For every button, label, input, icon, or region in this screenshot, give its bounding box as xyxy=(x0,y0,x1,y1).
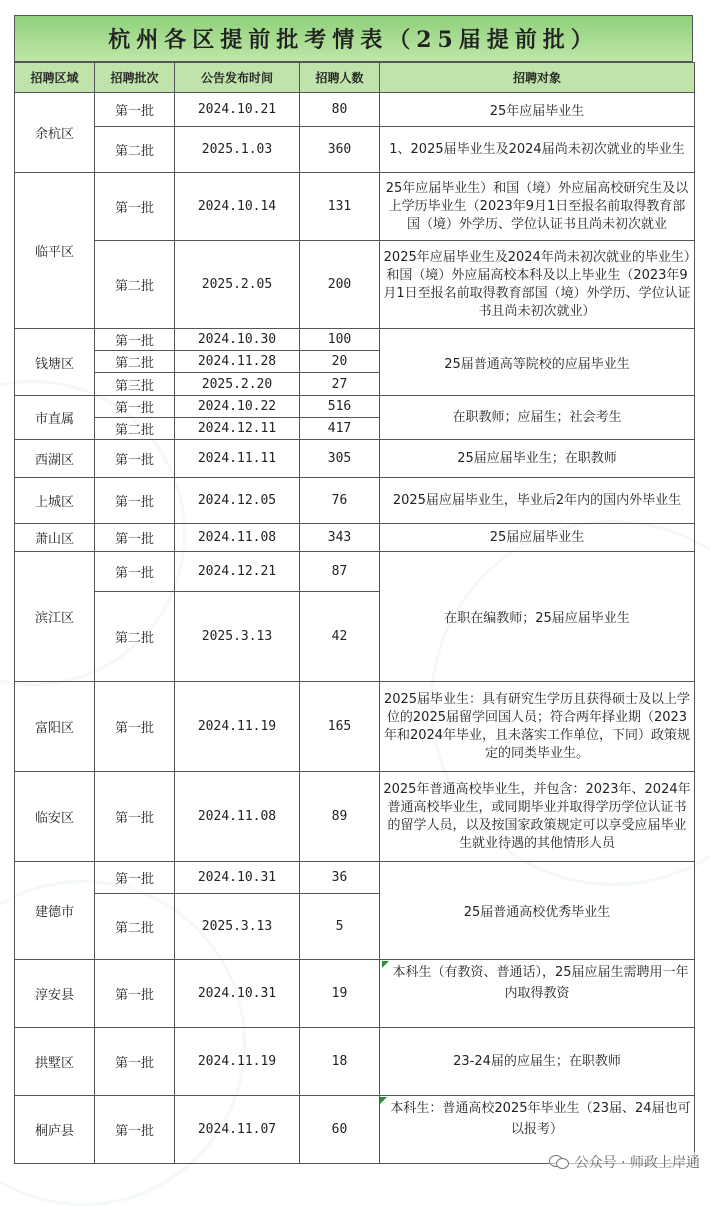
table-header-row xyxy=(15,63,695,93)
target-cell: 25届普通高等院校的应届毕业生 xyxy=(380,329,695,396)
date-cell: 2024.11.07 xyxy=(175,1096,300,1164)
count-cell: 165 xyxy=(300,682,380,772)
date-cell: 2025.3.13 xyxy=(175,894,300,960)
count-cell: 200 xyxy=(300,241,380,329)
batch-cell: 第一批 xyxy=(95,1096,175,1164)
count-cell: 89 xyxy=(300,772,380,862)
target-cell: 25届普通高校优秀毕业生 xyxy=(380,862,695,960)
region-cell: 上城区 xyxy=(15,478,95,524)
batch-cell: 第三批 xyxy=(95,373,175,396)
date-cell: 2025.2.20 xyxy=(175,373,300,396)
count-cell: 100 xyxy=(300,329,380,351)
target-cell: 2025年应届毕业生及2024年尚未初次就业的毕业生）和国（境）外应届高校本科及以上毕业生（2023年9月1日至报名前取得教育部国（境）外学历、学位认证书且尚未初次就业） xyxy=(380,241,695,329)
region-cell: 拱墅区 xyxy=(15,1028,95,1096)
date-cell: 2024.11.19 xyxy=(175,1028,300,1096)
table-row xyxy=(15,772,695,862)
batch-cell: 第一批 xyxy=(95,862,175,894)
batch-cell: 第二批 xyxy=(95,418,175,440)
count-cell: 305 xyxy=(300,440,380,478)
date-cell: 2025.3.13 xyxy=(175,592,300,682)
count-cell: 417 xyxy=(300,418,380,440)
table-row xyxy=(15,682,695,772)
region-cell: 萧山区 xyxy=(15,524,95,552)
target-text: 本科生：普通高校2025年毕业生（23届、24届也可以报考） xyxy=(390,1101,691,1137)
region-cell: 建德市 xyxy=(15,862,95,960)
table-row xyxy=(15,329,695,351)
comment-marker-icon xyxy=(382,961,389,968)
table-row xyxy=(15,862,695,894)
date-cell: 2024.12.05 xyxy=(175,478,300,524)
table-row xyxy=(15,173,695,241)
date-cell: 2024.12.21 xyxy=(175,552,300,592)
date-cell: 2025.2.05 xyxy=(175,241,300,329)
count-cell: 60 xyxy=(300,1096,380,1164)
batch-cell: 第二批 xyxy=(95,894,175,960)
table-row xyxy=(15,396,695,418)
target-text: 本科生（有教资、普通话），25届应届生需聘用一年内取得教资 xyxy=(392,965,689,1001)
region-cell: 余杭区 xyxy=(15,93,95,173)
table-row xyxy=(15,960,695,1028)
target-cell: 1、2025届毕业生及2024届尚未初次就业的毕业生 xyxy=(380,127,695,173)
target-cell: 25届应届毕业生 xyxy=(380,524,695,552)
batch-cell: 第一批 xyxy=(95,552,175,592)
date-cell: 2024.11.08 xyxy=(175,772,300,862)
comment-marker-icon xyxy=(380,1097,387,1104)
header-region: 招聘区域 xyxy=(15,63,95,93)
batch-cell: 第二批 xyxy=(95,127,175,173)
watermark-text: 公众号 · 师政上岸通 xyxy=(574,1155,700,1171)
region-cell: 临安区 xyxy=(15,772,95,862)
table-row xyxy=(15,1028,695,1096)
table-row xyxy=(15,440,695,478)
batch-cell: 第一批 xyxy=(95,960,175,1028)
target-cell: 2025年普通高校毕业生，并包含：2023年、2024年普通高校毕业生，或同期毕业并取得学历学位认证书的留学人员，以及按国家政策规定可以享受应届毕业生就业待遇的其他情形人员 xyxy=(380,772,695,862)
date-cell: 2024.11.08 xyxy=(175,524,300,552)
wechat-icon xyxy=(549,1155,569,1169)
table-row xyxy=(15,241,695,329)
batch-cell: 第一批 xyxy=(95,772,175,862)
count-cell: 360 xyxy=(300,127,380,173)
batch-cell: 第一批 xyxy=(95,682,175,772)
table-row xyxy=(15,552,695,592)
batch-cell: 第一批 xyxy=(95,524,175,552)
target-cell: 在职教师；应届生；社会考生 xyxy=(380,396,695,440)
region-cell: 滨江区 xyxy=(15,552,95,682)
region-cell: 淳安县 xyxy=(15,960,95,1028)
count-cell: 20 xyxy=(300,351,380,373)
count-cell: 76 xyxy=(300,478,380,524)
batch-cell: 第一批 xyxy=(95,440,175,478)
date-cell: 2024.10.21 xyxy=(175,93,300,127)
header-target: 招聘对象 xyxy=(380,63,695,93)
batch-cell: 第一批 xyxy=(95,1028,175,1096)
count-cell: 18 xyxy=(300,1028,380,1096)
count-cell: 87 xyxy=(300,552,380,592)
batch-cell: 第一批 xyxy=(95,93,175,127)
table-row xyxy=(15,127,695,173)
target-cell: 25年应届毕业生）和国（境）外应届高校研究生及以上学历毕业生（2023年9月1日至报名前取得教育部国（境）外学历、学位认证书且尚未初次就业 xyxy=(380,173,695,241)
date-cell: 2024.10.31 xyxy=(175,862,300,894)
target-cell xyxy=(380,960,695,1028)
target-cell: 在职在编教师；25届应届毕业生 xyxy=(380,552,695,682)
count-cell: 27 xyxy=(300,373,380,396)
page-title: 杭州各区提前批考情表（25届提前批） xyxy=(14,15,693,62)
count-cell: 19 xyxy=(300,960,380,1028)
batch-cell: 第一批 xyxy=(95,396,175,418)
date-cell: 2024.12.11 xyxy=(175,418,300,440)
date-cell: 2024.10.22 xyxy=(175,396,300,418)
table-row xyxy=(15,478,695,524)
target-cell: 23-24届的应届生；在职教师 xyxy=(380,1028,695,1096)
date-cell: 2024.11.11 xyxy=(175,440,300,478)
batch-cell: 第一批 xyxy=(95,173,175,241)
count-cell: 5 xyxy=(300,894,380,960)
batch-cell: 第二批 xyxy=(95,351,175,373)
recruitment-table xyxy=(14,62,695,1164)
batch-cell: 第二批 xyxy=(95,592,175,682)
region-cell: 临平区 xyxy=(15,173,95,329)
region-cell: 桐庐县 xyxy=(15,1096,95,1164)
region-cell: 钱塘区 xyxy=(15,329,95,396)
count-cell: 131 xyxy=(300,173,380,241)
table-row xyxy=(15,93,695,127)
batch-cell: 第二批 xyxy=(95,241,175,329)
watermark xyxy=(549,1152,700,1172)
count-cell: 516 xyxy=(300,396,380,418)
header-count: 招聘人数 xyxy=(300,63,380,93)
date-cell: 2024.10.30 xyxy=(175,329,300,351)
target-cell: 2025届应届毕业生，毕业后2年内的国内外毕业生 xyxy=(380,478,695,524)
target-cell: 25届应届毕业生；在职教师 xyxy=(380,440,695,478)
header-batch: 招聘批次 xyxy=(95,63,175,93)
count-cell: 36 xyxy=(300,862,380,894)
count-cell: 42 xyxy=(300,592,380,682)
region-cell: 西湖区 xyxy=(15,440,95,478)
date-cell: 2024.11.19 xyxy=(175,682,300,772)
region-cell: 市直属 xyxy=(15,396,95,440)
batch-cell: 第一批 xyxy=(95,478,175,524)
date-cell: 2024.10.31 xyxy=(175,960,300,1028)
table-row xyxy=(15,524,695,552)
count-cell: 343 xyxy=(300,524,380,552)
date-cell: 2024.10.14 xyxy=(175,173,300,241)
date-cell: 2024.11.28 xyxy=(175,351,300,373)
target-cell: 2025届毕业生：具有研究生学历且获得硕士及以上学位的2025届留学回国人员；符合两年择业期（2023年和2024年毕业，且未落实工作单位，下同）政策规定的同类毕业生。 xyxy=(380,682,695,772)
date-cell: 2025.1.03 xyxy=(175,127,300,173)
target-cell: 25年应届毕业生 xyxy=(380,93,695,127)
batch-cell: 第一批 xyxy=(95,329,175,351)
header-date: 公告发布时间 xyxy=(175,63,300,93)
count-cell: 80 xyxy=(300,93,380,127)
region-cell: 富阳区 xyxy=(15,682,95,772)
